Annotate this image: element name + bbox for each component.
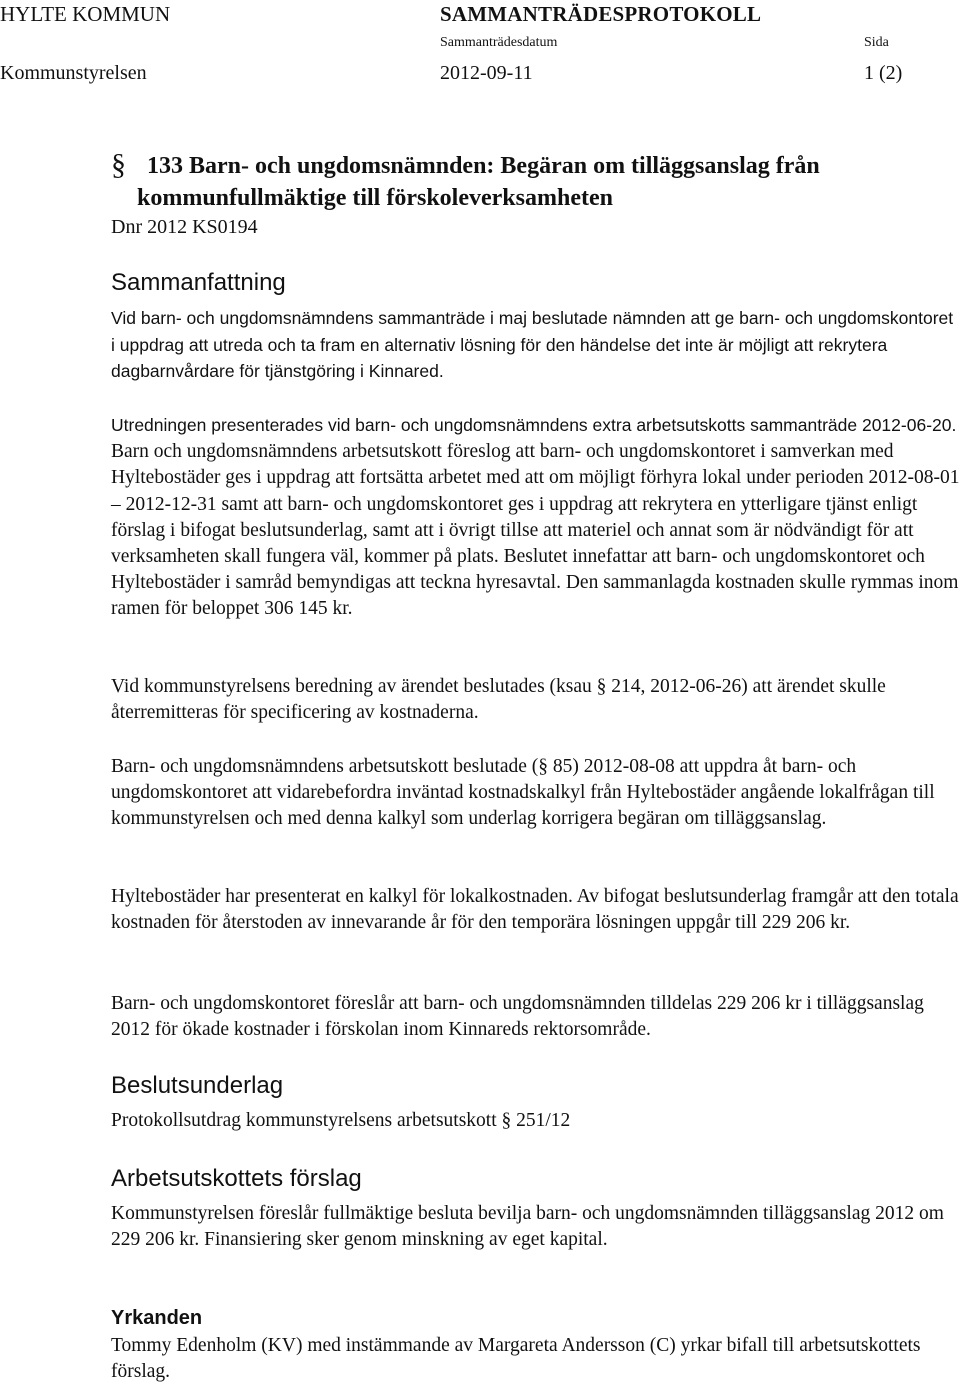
heading-arbetsutskottets-forslag: Arbetsutskottets förslag: [111, 1165, 362, 1192]
forslag-text: Kommunstyrelsen föreslår fullmäktige besluta bevilja barn- och ungdomsnämnden tilläggsanslag 2012 om 229 206 kr. Finansiering sker genom minskning av eget kapital.: [111, 1203, 944, 1251]
item-title-line2: kommunfullmäktige till förskoleverksamheten: [137, 185, 613, 211]
yrkanden-text: Tommy Edenholm (KV) med instämmande av Margareta Andersson (C) yrkar bifall till arbetsutskottets förslag.: [111, 1335, 921, 1383]
summary-paragraph-4: Barn- och ungdomsnämndens arbetsutskott beslutade (§ 85) 2012-08-08 att uppdra åt barn- och ungdomskontoret att vidarebefordra inväntad kostnadskalkyl från Hyltebostäder angående lokalfrågan till kommunstyrelsen och med denna kalkyl som underlag korrigera begäran om tilläggsanslag.: [111, 756, 935, 830]
item-title-line1: 133 Barn- och ungdomsnämnden: Begäran om tilläggsanslag från: [147, 153, 820, 179]
meeting-date-label: Sammanträdesdatum: [440, 35, 558, 50]
summary-paragraph-1: Vid barn- och ungdomsnämndens sammanträde i maj beslutade nämnden att ge barn- och ungdomskontoret i uppdrag att utreda och ta fram en alternativ lösning för den händelse det inte är möjligt att rekrytera dagbarnvårdare för tjänstgöring i Kinnared.: [111, 308, 954, 381]
summary-paragraph-2-start: Utredningen presenterades vid barn- och ungdomsnämndens extra arbetsutskotts sammanträde 2012-06-20.: [111, 415, 957, 435]
meeting-date: 2012-09-11: [440, 62, 533, 84]
body-name: Kommunstyrelsen: [0, 62, 147, 84]
page-label: Sida: [864, 35, 889, 50]
summary-paragraph-3: Vid kommunstyrelsens beredning av ärendet beslutades (ksau § 214, 2012-06-26) att ärendet skulle återremitteras för specificering av kostnaderna.: [111, 676, 886, 724]
beslutsunderlag-text: Protokollsutdrag kommunstyrelsens arbetsutskott § 251/12: [111, 1110, 571, 1131]
summary-paragraph-2-rest: Barn och ungdomsnämndens arbetsutskott föreslog att barn- och ungdomskontoret i samverkan med Hyltebostäder ges i uppdrag att fortsätta arbetet med att om möjligt förhyra lokal under perioden 2012-08-01 – 2012-12-31 samt att barn- och ungdomskontoret ges i uppdrag att rekrytera en ytterligare tjänst enligt förslag i bifogat beslutsunderlag, samt att i övrigt tillse att materiel och annat som är nödvändigt för att verksamheten skall fungera väl, kommer på plats. Beslutet innefattar att barn- och ungdomskontoret och Hyltebostäder i samråd bemyndigas att teckna hyresavtal. Den sammanlagda kostnaden skulle rymmas inom ramen för beloppet 306 145 kr.: [111, 441, 960, 620]
page-number: 1 (2): [864, 62, 903, 84]
section-symbol: §: [111, 148, 126, 181]
summary-paragraph-6: Barn- och ungdomskontoret föreslår att barn- och ungdomsnämnden tilldelas 229 206 kr i tilläggsanslag 2012 för ökade kostnader i förskolan inom Kinnareds rektorsområde.: [111, 993, 924, 1041]
document-type: SAMMANTRÄDESPROTOKOLL: [440, 2, 762, 26]
item-title: [137, 150, 947, 214]
organization-name: HYLTE KOMMUN: [0, 2, 171, 26]
heading-beslutsunderlag: Beslutsunderlag: [111, 1072, 284, 1099]
diary-number: Dnr 2012 KS0194: [111, 216, 258, 238]
summary-paragraph-5: Hyltebostäder har presenterat en kalkyl för lokalkostnaden. Av bifogat beslutsunderlag framgår att den totala kostnaden för återstoden av innevarande år för den temporära lösningen uppgår till 229 206 kr.: [111, 886, 959, 934]
heading-sammanfattning: Sammanfattning: [111, 269, 286, 296]
heading-yrkanden: Yrkanden: [111, 1307, 203, 1329]
summary-paragraph-2: [111, 412, 960, 623]
